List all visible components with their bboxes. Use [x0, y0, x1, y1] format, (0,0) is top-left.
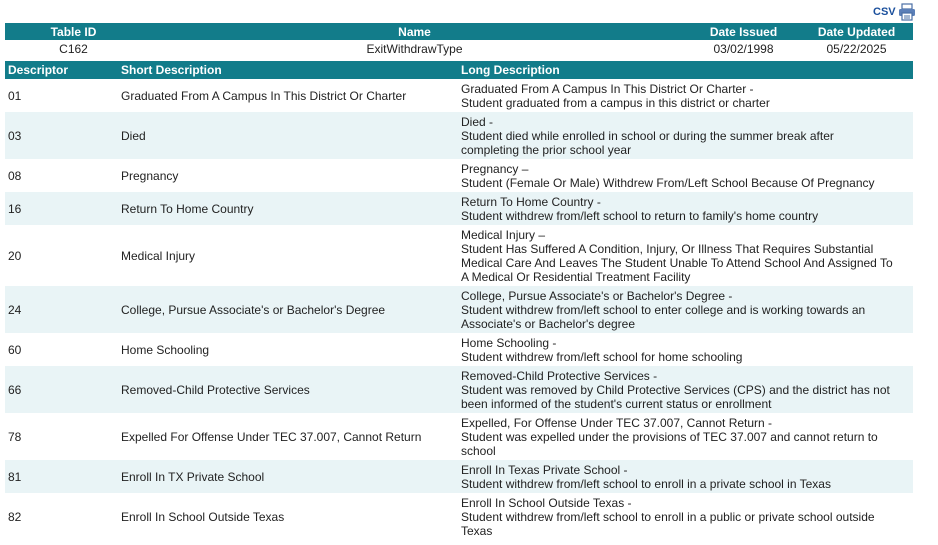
long-description: Enroll In Texas Private School - Student withdrew from/left school to enroll in a private school in Texas — [458, 460, 913, 493]
long-description: Home Schooling - Student withdrew from/left school for home schooling — [458, 333, 913, 366]
long-description: College, Pursue Associate's or Bachelor's Degree - Student withdrew from/left school to enter college and is working towards an Associate's or Bachelor's degree — [458, 286, 913, 333]
export-toolbar — [873, 2, 916, 22]
descriptor-code: 78 — [5, 413, 118, 460]
short-description: Removed-Child Protective Services — [118, 366, 458, 413]
table-row — [5, 225, 913, 286]
long-description: Enroll In School Outside Texas - Student withdrew from/left school to enroll in a public or private school outside Texas — [458, 493, 913, 540]
short-description: Enroll In School Outside Texas — [118, 493, 458, 540]
long-description: Died - Student died while enrolled in school or during the summer break after completing the prior school year — [458, 112, 913, 159]
short-description: Enroll In TX Private School — [118, 460, 458, 493]
header-descriptor: Descriptor — [5, 61, 118, 79]
short-description: Pregnancy — [118, 159, 458, 192]
table-row — [5, 159, 913, 192]
table-row — [5, 333, 913, 366]
metadata-row — [5, 40, 913, 58]
table-row — [5, 286, 913, 333]
descriptor-table — [5, 61, 913, 540]
table-row — [5, 366, 913, 413]
printer-icon[interactable] — [898, 3, 916, 21]
header-short-description: Short Description — [118, 61, 458, 79]
short-description: Home Schooling — [118, 333, 458, 366]
header-table-id: Table ID — [5, 23, 142, 40]
long-description: Expelled, For Offense Under TEC 37.007, Cannot Return - Student was expelled under the provisions of TEC 37.007 and cannot return to school — [458, 413, 913, 460]
table-row — [5, 112, 913, 159]
header-name: Name — [142, 23, 687, 40]
metadata-header-row — [5, 23, 913, 40]
table-row — [5, 79, 913, 112]
table-row — [5, 493, 913, 540]
short-description: Died — [118, 112, 458, 159]
table-id-value: C162 — [59, 42, 88, 56]
long-description: Graduated From A Campus In This District Or Charter - Student graduated from a campus in this district or charter — [458, 79, 913, 112]
short-description: College, Pursue Associate's or Bachelor's Degree — [118, 286, 458, 333]
long-description: Return To Home Country - Student withdrew from/left school to return to family's home country — [458, 192, 913, 225]
table-metadata — [5, 23, 913, 58]
descriptor-code: 66 — [5, 366, 118, 413]
csv-download-link[interactable]: CSV — [873, 6, 896, 18]
descriptor-code: 24 — [5, 286, 118, 333]
descriptor-code: 08 — [5, 159, 118, 192]
table-row — [5, 192, 913, 225]
descriptor-table-body — [5, 79, 913, 540]
short-description: Expelled For Offense Under TEC 37.007, Cannot Return — [118, 413, 458, 460]
table-row — [5, 460, 913, 493]
descriptor-header-row — [5, 61, 913, 79]
descriptor-code: 20 — [5, 225, 118, 286]
descriptor-code: 60 — [5, 333, 118, 366]
date-issued-value: 03/02/1998 — [713, 42, 774, 56]
header-long-description: Long Description — [458, 61, 913, 79]
table-row — [5, 413, 913, 460]
descriptor-code: 82 — [5, 493, 118, 540]
short-description: Medical Injury — [118, 225, 458, 286]
descriptor-code: 81 — [5, 460, 118, 493]
descriptor-code: 01 — [5, 79, 118, 112]
date-updated-value: 05/22/2025 — [826, 42, 887, 56]
descriptor-code: 03 — [5, 112, 118, 159]
short-description: Graduated From A Campus In This District Or Charter — [118, 79, 458, 112]
header-date-updated: Date Updated — [800, 23, 913, 40]
long-description: Pregnancy – Student (Female Or Male) Withdrew From/Left School Because Of Pregnancy — [458, 159, 913, 192]
long-description: Removed-Child Protective Services - Student was removed by Child Protective Services (CPS) and the district has not been informed of the student's current status or enrollment — [458, 366, 913, 413]
header-date-issued: Date Issued — [687, 23, 800, 40]
long-description: Medical Injury – Student Has Suffered A Condition, Injury, Or Illness That Requires Substantial Medical Care And Leaves The Student Unable To Attend School And Assigned To A Medical Or Residential Treatment Facility — [458, 225, 913, 286]
descriptor-code: 16 — [5, 192, 118, 225]
short-description: Return To Home Country — [118, 192, 458, 225]
table-name-value: ExitWithdrawType — [366, 42, 463, 56]
